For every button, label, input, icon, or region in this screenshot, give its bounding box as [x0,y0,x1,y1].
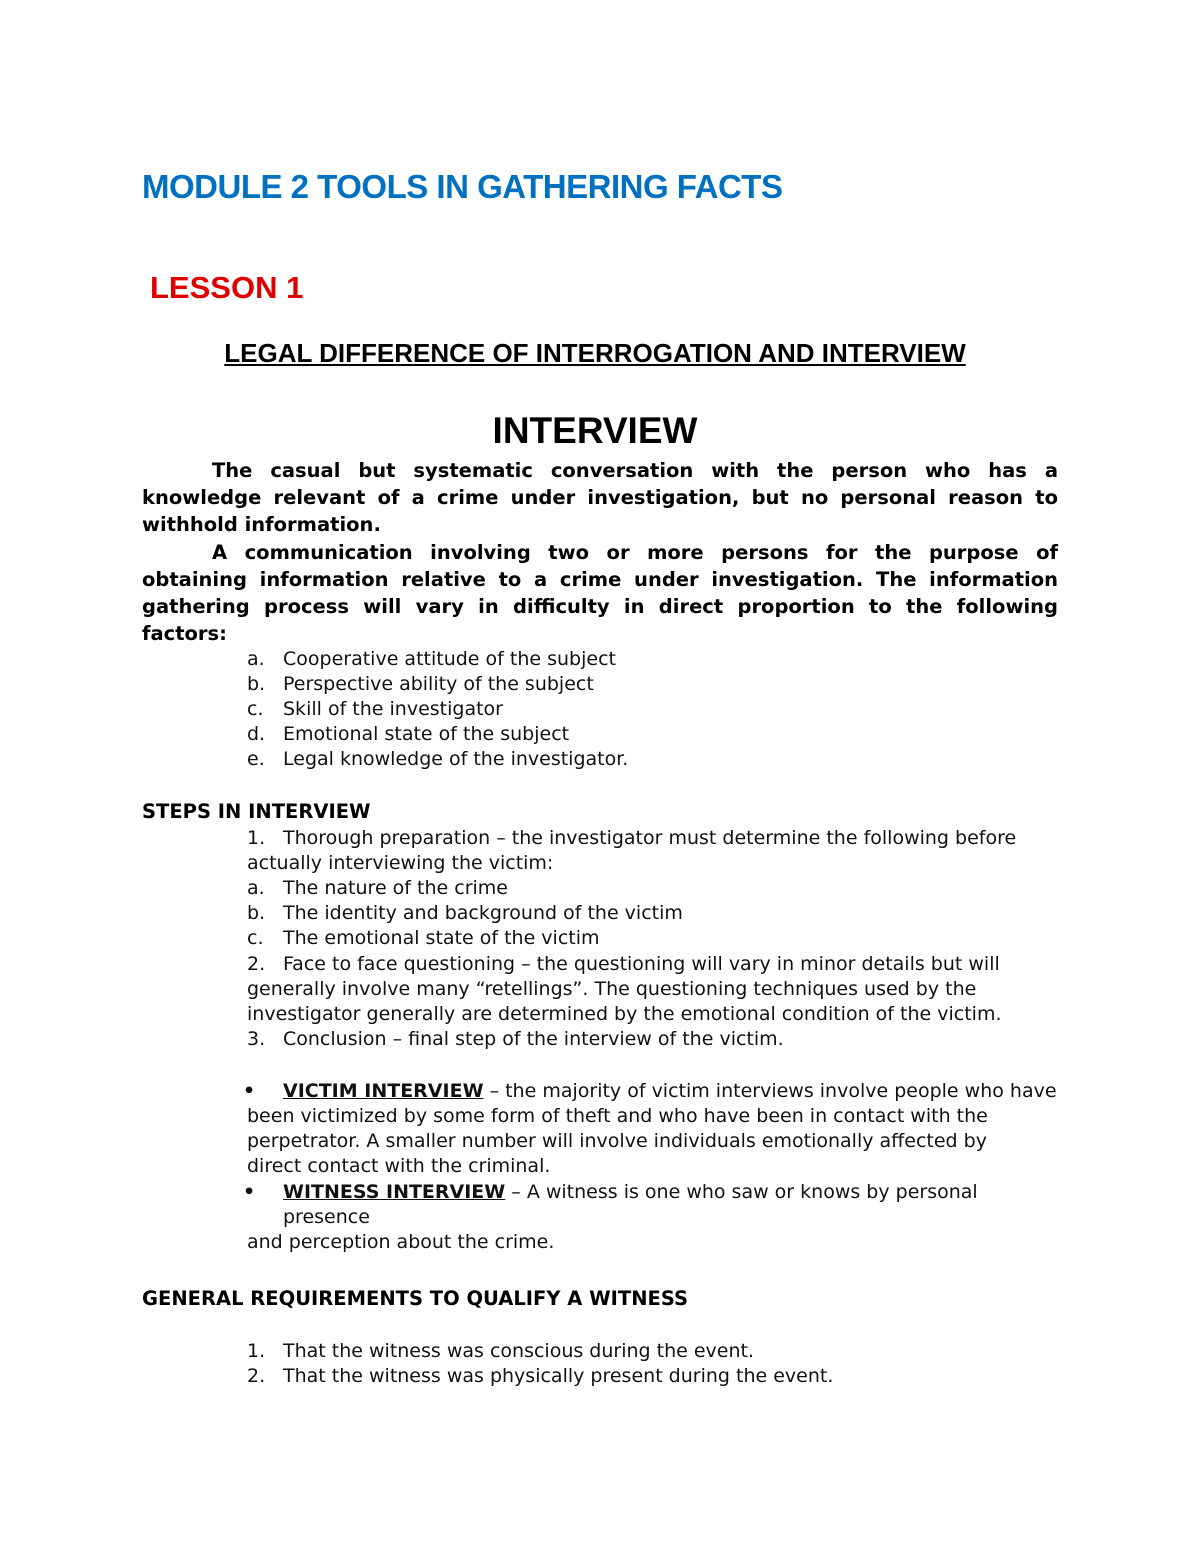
bullet-icon: • [243,1080,256,1102]
step-1: 1. Thorough preparation – the investigator must determine the following before [247,827,1017,849]
interview-heading: INTERVIEW [492,410,698,451]
lesson-subtitle: LEGAL DIFFERENCE OF INTERROGATION AND INTERVIEW [224,338,966,368]
lesson-label: LESSON 1 [150,270,304,305]
step-2: 2. Face to face questioning – the questioning will vary in minor details but will [247,953,1000,975]
witness-interview-term: WITNESS INTERVIEW [283,1181,506,1203]
victim-interview-bullet: • VICTIM INTERVIEW – the majority of victim interviews involve people who have been victimized by some form of theft and who have been in contact with the perpetrator. A smaller number will involve individuals emotionally affected by direct contact with the criminal. [243,1080,1057,1177]
list-item: c. Skill of the investigator [247,698,503,720]
step-1-sub-item: b. The identity and background of the victim [247,902,683,924]
step-1-sub-item: c. The emotional state of the victim [247,927,600,949]
step-1-continuation: actually interviewing the victim: [247,852,554,874]
bullet-icon: • [243,1181,256,1203]
interview-definition-paragraph: The casual but systematic conversation with the person who has a knowledge relevant of a crime under investigation, but no personal reason to withhold information. [142,459,1058,536]
interview-communication-paragraph: A communication involving two or more persons for the purpose of obtaining information relative to a crime under investigation. The information gathering process will vary in difficulty in direct proportion to the following factors: [142,541,1058,645]
requirements-heading: GENERAL REQUIREMENTS TO QUALIFY A WITNESS [142,1287,689,1310]
list-item: d. Emotional state of the subject [247,723,570,745]
step-3: 3. Conclusion – final step of the interview of the victim. [247,1028,784,1050]
requirement-item: 1. That the witness was conscious during the event. [247,1340,755,1362]
requirement-item: 2. That the witness was physically present during the event. [247,1365,834,1387]
steps-heading: STEPS IN INTERVIEW [142,800,371,823]
step-1-sub-item: a. The nature of the crime [247,877,508,899]
list-item: e. Legal knowledge of the investigator. [247,748,629,770]
module-title: MODULE 2 TOOLS IN GATHERING FACTS [142,168,783,205]
victim-interview-term: VICTIM INTERVIEW [283,1080,484,1102]
step-2-continuation: investigator generally are determined by the emotional condition of the victim. [247,1003,1002,1025]
list-item: a. Cooperative attitude of the subject [247,648,616,670]
list-item: b. Perspective ability of the subject [247,673,594,695]
witness-interview-bullet: • WITNESS INTERVIEW – A witness is one who saw or knows by personal presence and perception about the crime. [243,1181,978,1253]
step-2-continuation: generally involve many “retellings”. The questioning techniques used by the [247,978,977,1000]
